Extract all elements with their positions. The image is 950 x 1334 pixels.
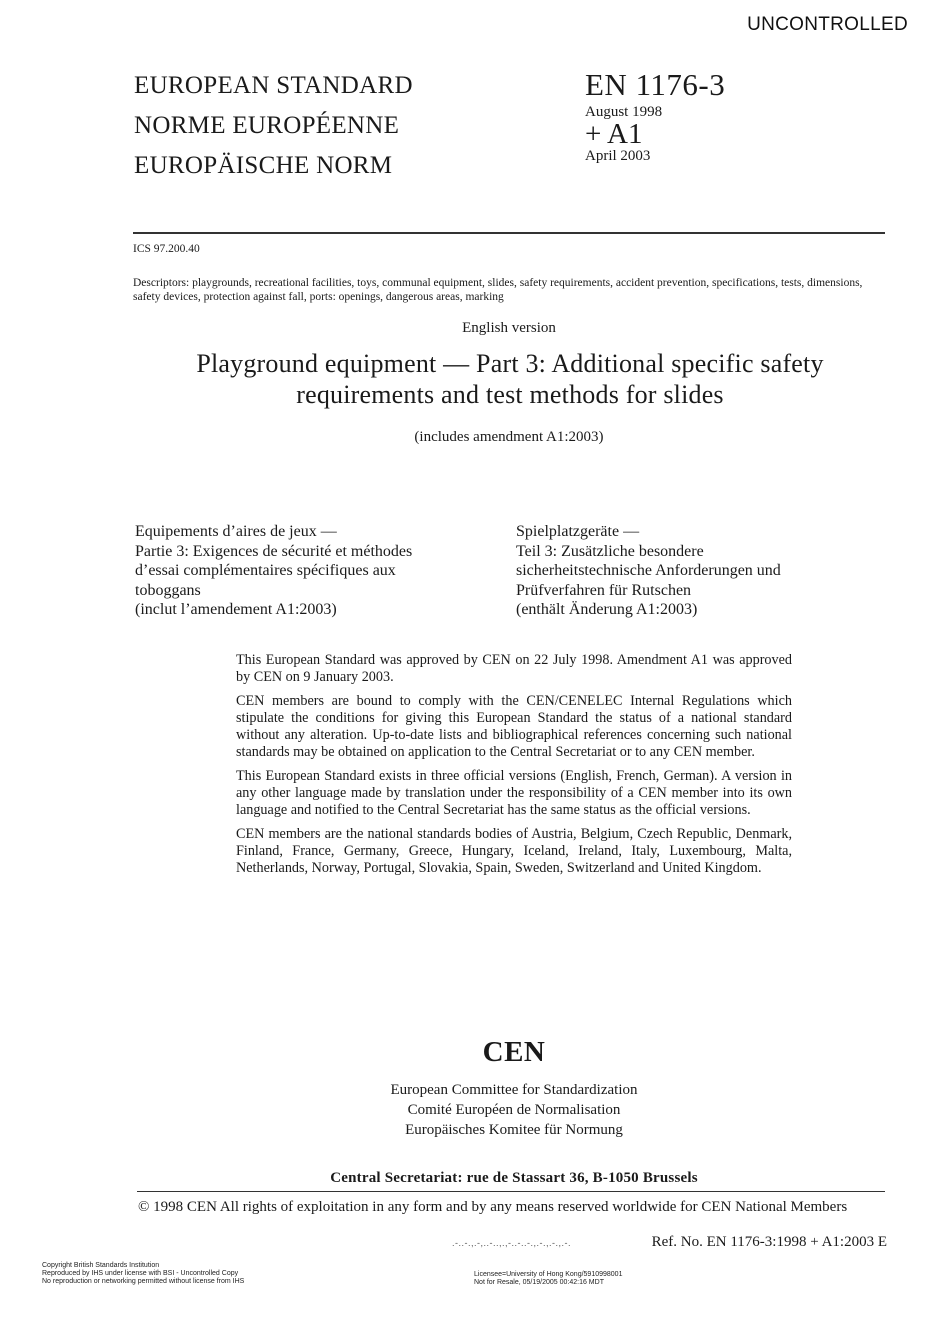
licensee-line: Licensee=University of Hong Kong/5910998001 bbox=[474, 1271, 623, 1278]
german-title-line: Spielplatzgeräte — bbox=[516, 523, 640, 540]
secretariat-address: Central Secretariat: rue de Stassart 36, B-1050 Brussels bbox=[330, 1170, 698, 1186]
french-title-line: (inclut l’amendement A1:2003) bbox=[135, 601, 337, 618]
committee-names bbox=[0, 1080, 950, 1140]
approval-paragraph: This European Standard exists in three official versions (English, French, German). A version in any other language made by translation under the responsibility of a CEN member into its own language and notified to the Central Secretariat has the same status as the official versions. bbox=[236, 768, 792, 818]
ics-code: ICS 97.200.40 bbox=[133, 243, 200, 255]
standard-number: EN 1176-3 bbox=[585, 67, 726, 102]
document-title-line-2: requirements and test methods for slides bbox=[296, 380, 724, 409]
amendment-label: + A1 bbox=[585, 118, 643, 150]
french-title bbox=[135, 522, 495, 620]
license-line: No reproduction or networking permitted without license from IHS bbox=[42, 1278, 245, 1285]
amendment-date: April 2003 bbox=[585, 148, 651, 164]
document-title bbox=[120, 348, 900, 410]
standard-type-fr: NORME EUROPÉENNE bbox=[134, 112, 400, 139]
license-line: Copyright British Standards Institution bbox=[42, 1262, 160, 1269]
german-title-line: sicherheitstechnische Anforderungen und bbox=[516, 562, 781, 579]
german-title bbox=[516, 522, 876, 620]
standard-date: August 1998 bbox=[585, 104, 663, 120]
footer-divider bbox=[137, 1191, 885, 1192]
uncontrolled-watermark: UNCONTROLLED bbox=[747, 14, 908, 35]
standard-type-en: EUROPEAN STANDARD bbox=[134, 72, 413, 99]
document-title-line-1: Playground equipment — Part 3: Additional specific safety bbox=[196, 349, 824, 378]
reference-dots: .-..-.,.-,..-..,.,-..-..-.,.-.,.-.,.-. bbox=[452, 1238, 571, 1248]
german-title-line: Teil 3: Zusätzliche besondere bbox=[516, 542, 704, 560]
german-title-line: (enthält Änderung A1:2003) bbox=[516, 601, 698, 618]
standard-id-block bbox=[585, 66, 725, 164]
standard-type-de: EUROPÄISCHE NORM bbox=[134, 152, 393, 179]
license-footer-right bbox=[474, 1271, 622, 1287]
approval-paragraph: CEN members are the national standards bodies of Austria, Belgium, Czech Republic, Denmark, Finland, France, Germany, Greece, Hungary, Iceland, Ireland, Italy, Luxembourg, Malta, Netherlands, Norway, Portugal, Slovakia, Spain, Sweden, Switzerland and United Kingdom. bbox=[236, 826, 792, 876]
reference-number: Ref. No. EN 1176-3:1998 + A1:2003 E bbox=[651, 1234, 887, 1250]
committee-name-en: European Committee for Standardization bbox=[390, 1082, 638, 1098]
copyright-notice: © 1998 CEN All rights of exploitation in any form and by any means reserved worldwide for CEN National Members bbox=[138, 1199, 848, 1215]
license-line: Reproduced by IHS under license with BSI - Uncontrolled Copy bbox=[42, 1270, 239, 1277]
approval-paragraph: This European Standard was approved by CEN on 22 July 1998. Amendment A1 was approved by CEN on 9 January 2003. bbox=[236, 652, 792, 685]
french-title-line: d’essai complémentaires spécifiques aux bbox=[135, 562, 396, 579]
cen-logo: CEN bbox=[482, 1036, 546, 1068]
standard-type-block bbox=[134, 66, 413, 186]
french-title-line: toboggans bbox=[135, 581, 201, 599]
approval-statement bbox=[236, 652, 792, 884]
french-title-line: Equipements d’aires de jeux — bbox=[135, 523, 337, 540]
language-version: English version bbox=[462, 320, 556, 336]
french-title-line: Partie 3: Exigences de sécurité et méthodes bbox=[135, 542, 413, 560]
committee-name-de: Europäisches Komitee für Normung bbox=[405, 1122, 623, 1138]
approval-paragraph: CEN members are bound to comply with the CEN/CENELEC Internal Regulations which stipulate the conditions for giving this European Standard the status of a national standard without any alteration. Up-to-date lists and bibliographical references concerning such national standards may be obtained on application to the Central Secretariat or to any CEN member. bbox=[236, 693, 792, 760]
committee-name-fr: Comité Européen de Normalisation bbox=[407, 1102, 621, 1118]
descriptors: Descriptors: playgrounds, recreational facilities, toys, communal equipment, slides, safety requirements, accident prevention, specifications, tests, dimensions, safety devices, protection against fall, ports: openings, dangerous areas, marking bbox=[133, 277, 863, 303]
includes-amendment-note: (includes amendment A1:2003) bbox=[414, 429, 604, 445]
license-footer-left bbox=[42, 1262, 244, 1286]
header-divider bbox=[133, 232, 885, 234]
german-title-line: Prüfverfahren für Rutschen bbox=[516, 581, 692, 599]
resale-line: Not for Resale, 05/19/2005 00:42:16 MDT bbox=[474, 1279, 604, 1286]
